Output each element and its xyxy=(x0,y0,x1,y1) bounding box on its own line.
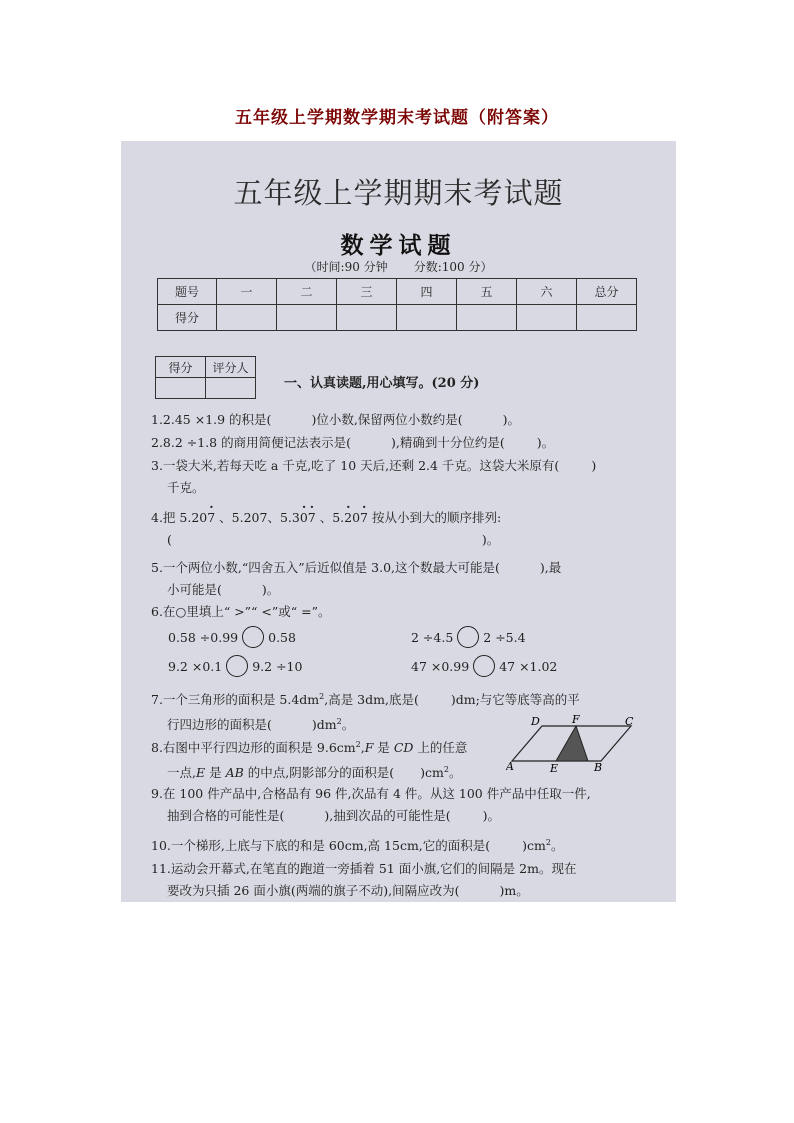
grader-table xyxy=(155,356,256,399)
question-9: 9.在 100 件产品中,合格品有 96 件,次品有 4 件。从这 100 件产品中任取一件, 抽到合格的可能性是( ),抽到次品的可能性是( )。 xyxy=(151,786,591,823)
score-cell[interactable] xyxy=(517,305,577,331)
score-table xyxy=(157,278,637,331)
compare-4: 47 ×0.99 47 ×1.02 xyxy=(411,655,557,677)
grader-score-label: 得分 xyxy=(156,357,206,378)
compare-3: 9.2 ×0.1 9.2 ÷10 xyxy=(168,655,302,677)
score-header-cell: 四 xyxy=(397,279,457,305)
compare-circle[interactable] xyxy=(473,655,495,677)
label-c: C xyxy=(625,715,634,728)
exam-meta xyxy=(121,258,676,275)
grader-score-cell[interactable] xyxy=(156,378,206,399)
exam-score: 分数:100 分） xyxy=(413,260,493,274)
label-b: B xyxy=(594,761,603,772)
document-title: 五年级上学期数学期末考试题（附答案） xyxy=(235,108,559,128)
score-cell[interactable] xyxy=(577,305,637,331)
question-1: 1.2.45 ×1.9 的积是( )位小数,保留两位小数约是( )。 xyxy=(151,412,521,427)
compare-1: 0.58 ÷0.99 0.58 xyxy=(168,626,296,648)
label-a: A xyxy=(506,760,514,772)
score-header-cell: 六 xyxy=(517,279,577,305)
score-cell[interactable] xyxy=(397,305,457,331)
compare-circle[interactable] xyxy=(226,655,248,677)
question-7: 7.一个三角形的面积是 $5.4dm^2$,高是 3dm,底是( )dm;与它等底等高的平 行四边形的面积是( )$dm^2$。 xyxy=(151,692,580,733)
score-header-cell: 总分 xyxy=(577,279,637,305)
score-header-cell: 二 xyxy=(277,279,337,305)
label-e: E xyxy=(550,762,559,772)
grader-name-label: 评分人 xyxy=(206,357,256,378)
score-header-cell: 三 xyxy=(337,279,397,305)
section-heading: 一、认真读题,用心填写。(20 分) xyxy=(284,376,480,391)
question-6: 6.在○里填上“ >”“ <”或“ =”。 xyxy=(151,604,331,619)
scanned-exam-page xyxy=(121,141,676,902)
compare-circle[interactable] xyxy=(242,626,264,648)
score-table-header xyxy=(158,279,637,305)
question-10: 10.一个梯形,上底与下底的和是 60cm,高 15cm,它的面积是( )$cm^2$。 xyxy=(151,838,564,854)
score-cell[interactable] xyxy=(457,305,517,331)
score-table-row xyxy=(158,305,637,331)
question-2: 2.8.2 ÷1.8 的商用简便记法表示是( ),精确到十分位约是( )。 xyxy=(151,435,555,450)
exam-time: （时间:90 分钟 xyxy=(304,260,388,274)
score-header-cell: 一 xyxy=(217,279,277,305)
question-8: 8.右图中平行四边形的面积是 $9.6cm^2,F$ 是 CD 上的任意 一点,E 是 AB 的中点,阴影部分的面积是( )$cm^2$。 xyxy=(151,740,468,781)
label-f: F xyxy=(572,714,580,726)
score-cell[interactable] xyxy=(217,305,277,331)
shaded-triangle xyxy=(556,726,588,761)
question-11: 11.运动会开幕式,在笔直的跑道一旁插着 51 面小旗,它们的间隔是 2m。现在 要改为只插 26 面小旗(两端的旗子不动),间隔应改为( )m。 xyxy=(151,861,577,898)
score-cell[interactable] xyxy=(277,305,337,331)
score-header-cell: 五 xyxy=(457,279,517,305)
score-row-label: 得分 xyxy=(158,305,217,331)
subject-title: 数学试题 xyxy=(340,232,457,259)
label-d: D xyxy=(531,715,540,728)
grader-name-cell[interactable] xyxy=(206,378,256,399)
score-header-cell: 题号 xyxy=(158,279,217,305)
compare-2: 2 ÷4.5 2 ÷5.4 xyxy=(411,626,526,648)
exam-title: 五年级上学期期末考试题 xyxy=(233,176,564,210)
parallelogram-figure xyxy=(506,714,636,772)
compare-circle[interactable] xyxy=(457,626,479,648)
question-5: 5.一个两位小数,“四舍五入”后近似值是 3.0,这个数最大可能是( ),最 小可能是( )。 xyxy=(151,560,562,597)
score-cell[interactable] xyxy=(337,305,397,331)
question-4: 4.把 5.207 · 、5.207、5.30 ·7 · 、5.2 ·07 · 按从小到大的顺序排列: ( )。 xyxy=(151,507,646,551)
question-3: 3.一袋大米,若每天吃 a 千克,吃了 10 天后,还剩 2.4 千克。这袋大米原有( ) 千克。 xyxy=(151,458,597,495)
